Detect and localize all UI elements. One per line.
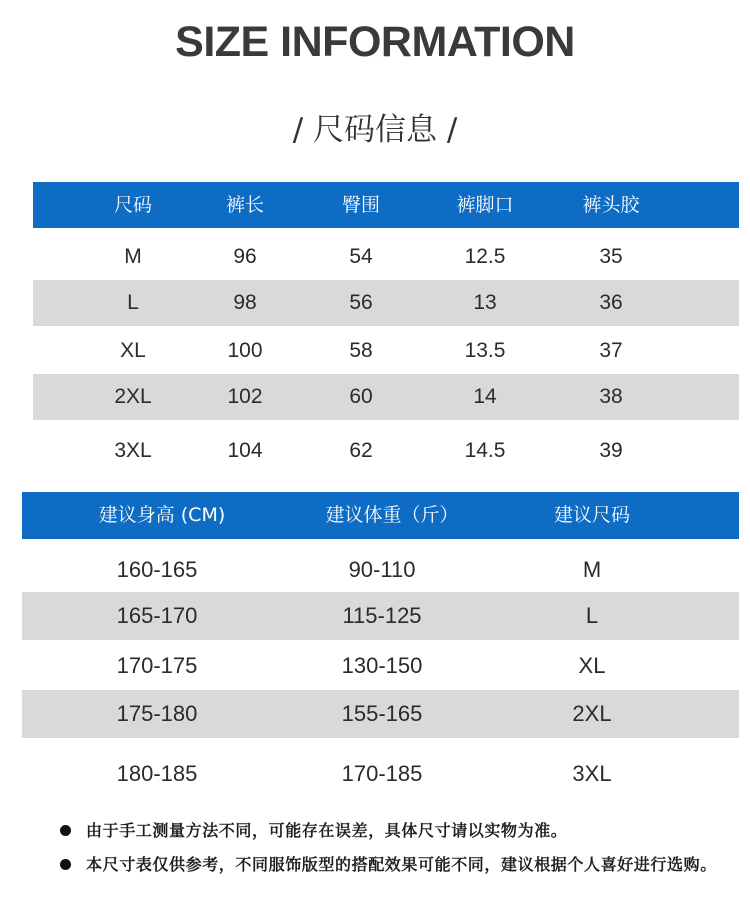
- cell: 35: [599, 245, 623, 268]
- cell: 13.5: [464, 339, 506, 362]
- cell: 12.5: [464, 245, 506, 268]
- cell: 3XL: [572, 761, 612, 786]
- cell: L: [585, 603, 599, 628]
- cell: 2XL: [572, 701, 612, 726]
- cell: 100: [227, 339, 263, 362]
- table-row: [33, 234, 739, 280]
- table-row: [33, 328, 739, 374]
- cell: 170-185: [341, 761, 423, 786]
- cell: 104: [227, 439, 263, 462]
- cell: 60: [349, 385, 373, 408]
- notes: [60, 820, 720, 875]
- cell: 155-165: [341, 701, 423, 726]
- cell: 170-175: [116, 653, 198, 678]
- cell: 13: [473, 291, 497, 314]
- cell: 56: [349, 291, 373, 314]
- table-row: [22, 592, 739, 640]
- cell: 14: [473, 385, 497, 408]
- cell: 180-185: [116, 761, 198, 786]
- table-row: [22, 642, 739, 690]
- note-text: 本尺寸表仅供参考，不同服饰版型的搭配效果可能不同，建议根据个人喜好进行选购。: [86, 855, 717, 874]
- header-weight: 建议体重（斤）: [325, 504, 459, 526]
- cell: 165-170: [116, 603, 198, 628]
- size-table-header: [33, 182, 739, 228]
- table-row: [33, 280, 739, 326]
- cell: 58: [349, 339, 373, 362]
- table-row: [22, 546, 739, 594]
- note-item: [60, 820, 720, 841]
- cell: 175-180: [116, 701, 198, 726]
- cell: 62: [349, 439, 373, 462]
- recommend-table-header: [22, 492, 739, 539]
- header-height: 建议身高 (CM): [98, 504, 226, 526]
- cell: 54: [349, 245, 373, 268]
- cell: 96: [233, 245, 257, 268]
- header-hip: 臀围: [341, 194, 380, 216]
- cell: 115-125: [342, 603, 422, 628]
- note-item: [60, 854, 720, 875]
- cell: 130-150: [341, 653, 423, 678]
- cell: M: [124, 245, 142, 268]
- cell: L: [127, 291, 139, 314]
- cell: 3XL: [114, 439, 152, 462]
- cell: 37: [599, 339, 623, 362]
- header-leg-opening: 裤脚口: [456, 194, 514, 216]
- cell: 39: [599, 439, 623, 462]
- note-text: 由于手工测量方法不同，可能存在误差，具体尺寸请以实物为准。: [86, 821, 568, 840]
- cell: 36: [599, 291, 623, 314]
- cell: 2XL: [114, 385, 152, 408]
- header-pants-length: 裤长: [225, 194, 264, 216]
- size-table: [33, 182, 739, 468]
- bullet-icon: [60, 825, 71, 836]
- header-waistband: 裤头胶: [582, 194, 640, 216]
- cell: 14.5: [464, 439, 506, 462]
- bullet-icon: [60, 859, 71, 870]
- table-row: [33, 428, 739, 474]
- cell: 90-110: [348, 557, 416, 582]
- page-subtitle: / 尺码信息 /: [292, 112, 458, 148]
- cell: XL: [578, 653, 606, 678]
- cell: 98: [233, 291, 257, 314]
- cell: 160-165: [116, 557, 198, 582]
- page-title: SIZE INFORMATION: [175, 18, 575, 66]
- header-recommended-size: 建议尺码: [553, 504, 630, 526]
- cell: XL: [120, 339, 146, 362]
- cell: 102: [227, 385, 263, 408]
- table-row: [33, 374, 739, 420]
- cell: 38: [599, 385, 623, 408]
- table-row: [22, 690, 739, 738]
- header-size: 尺码: [113, 194, 152, 216]
- table-row: [22, 750, 739, 798]
- cell: M: [582, 557, 602, 582]
- recommend-table: [22, 492, 739, 812]
